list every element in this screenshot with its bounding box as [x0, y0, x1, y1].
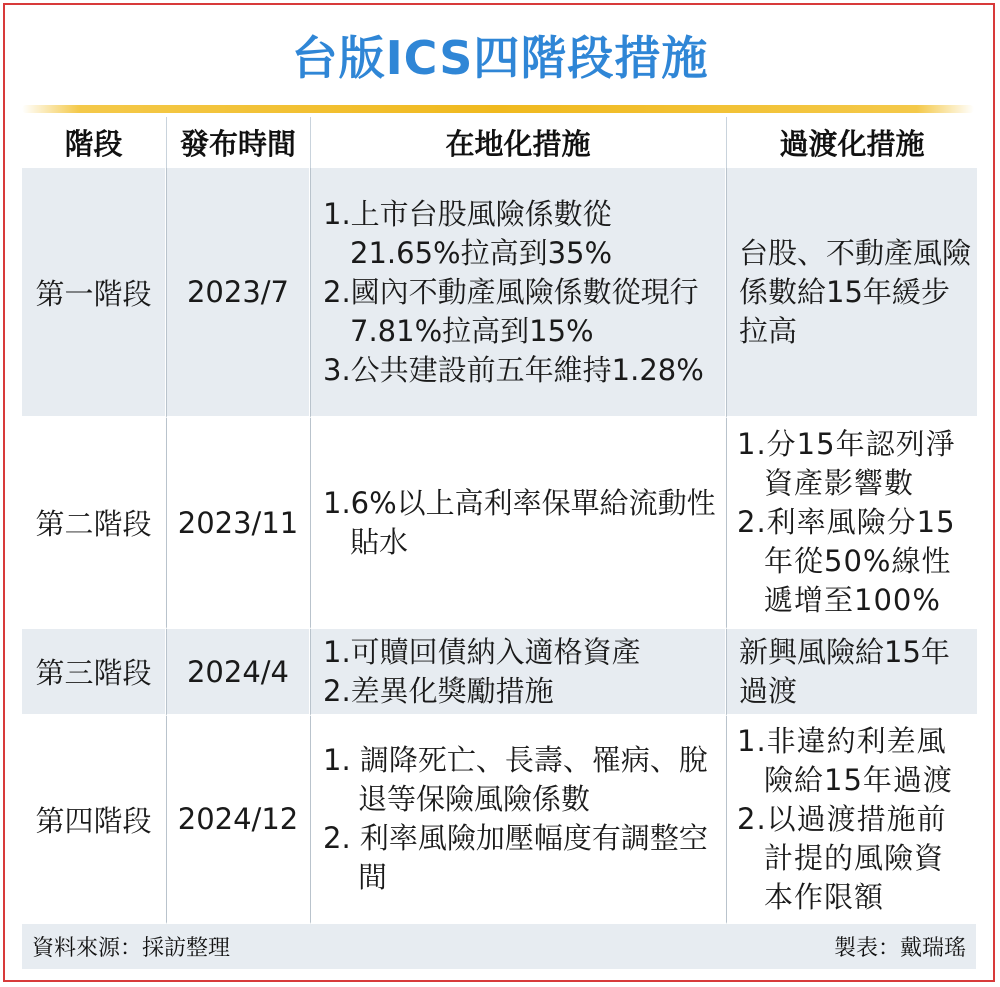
- header-date: 發布時間: [166, 117, 310, 168]
- list-item: 2.國內不動產風險係數從現行7.81%拉高到15%: [323, 274, 699, 348]
- transition-measures-cell: [726, 418, 977, 629]
- list-item: 2. 利率風險加壓幅度有調整空間: [323, 821, 708, 894]
- transition-measures-cell: [726, 716, 977, 924]
- stage-cell: 第四階段: [22, 716, 166, 924]
- local-measures-cell: [310, 716, 726, 924]
- date-cell: 2023/7: [166, 168, 310, 418]
- date-cell: 2024/4: [166, 629, 310, 716]
- date-cell: 2024/12: [166, 716, 310, 924]
- page-title: 台版ICS四階段措施: [291, 31, 709, 85]
- list-item: 1.6%以上高利率保單給流動性貼水: [323, 485, 716, 559]
- list-item: 2.以過渡措施前計提的風險資本作限額: [737, 801, 947, 914]
- local-measures-cell: [310, 168, 726, 418]
- transition-text: 新興風險給15年過渡: [739, 634, 950, 708]
- transition-measures-cell: [726, 629, 977, 716]
- list-item: 1.分15年認列淨資產影響數: [737, 427, 956, 500]
- header-local-measures: 在地化措施: [310, 117, 726, 168]
- header-transition-measures: 過渡化措施: [726, 117, 977, 168]
- stage-cell: 第一階段: [22, 168, 166, 418]
- list-item: 1.非違約利差風險給15年過渡: [737, 723, 953, 797]
- local-measures-cell: [310, 418, 726, 629]
- stage-cell: 第三階段: [22, 629, 166, 716]
- author-note: 製表：戴瑞瑤: [833, 936, 966, 961]
- source-note: 資料來源：採訪整理: [32, 936, 231, 961]
- header-stage: 階段: [22, 117, 166, 168]
- transition-text: 台股、不動產風險係數給15年緩步拉高: [739, 235, 972, 348]
- table-footer: [22, 924, 977, 969]
- list-item: 2.利率風險分15年從50%線性遞增至100%: [737, 505, 956, 617]
- list-item: 2.差異化獎勵措施: [323, 673, 554, 708]
- title-divider: [22, 105, 974, 113]
- list-item: 3.公共建設前五年維持1.28%: [323, 352, 704, 387]
- list-item: 1. 調降死亡、長壽、罹病、脫退等保險風險係數: [323, 743, 708, 816]
- date-cell: 2023/11: [166, 418, 310, 629]
- transition-measures-cell: [726, 168, 977, 418]
- measures-table: [22, 117, 977, 969]
- list-item: 1.可贖回債納入適格資產: [323, 634, 641, 669]
- stage-cell: 第二階段: [22, 418, 166, 629]
- local-measures-cell: [310, 629, 726, 716]
- list-item: 1.上市台股風險係數從21.65%拉高到35%: [323, 196, 613, 270]
